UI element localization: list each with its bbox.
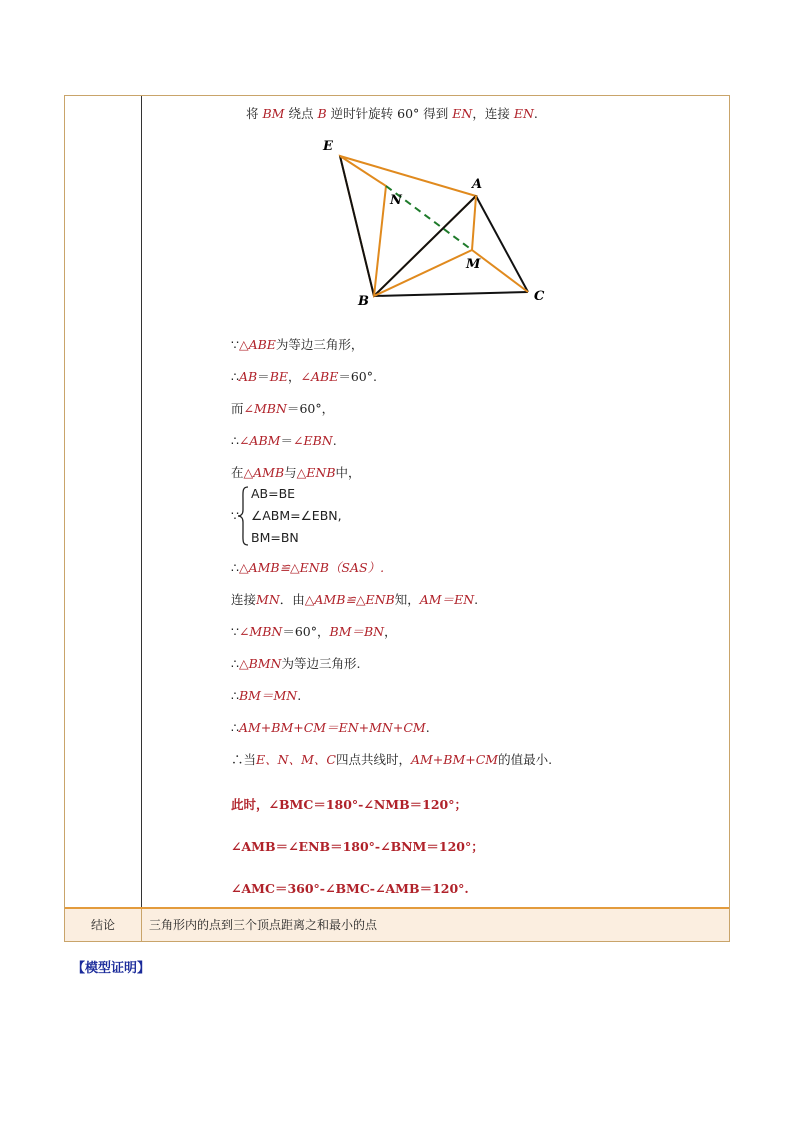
proof-line-9 — [231, 654, 360, 672]
math: AM+BM+CM＝EN+MN+CM — [238, 720, 426, 735]
math: E、N、M、C — [256, 752, 336, 767]
symbol: ＝ — [280, 433, 293, 448]
text: 与 — [284, 465, 297, 480]
math: MN — [256, 592, 280, 607]
conclusion-line-2: ∠AMB＝∠ENB＝180°-∠BNM＝120°； — [231, 839, 484, 854]
text: 四点共线时， — [335, 752, 411, 767]
proof-line-2 — [231, 367, 377, 385]
conclusion-divider — [141, 909, 142, 941]
text: 60°. — [350, 369, 377, 384]
because-symbol: ∵ — [231, 508, 239, 523]
text: ＝60°， — [282, 624, 330, 639]
math: BE — [269, 369, 288, 384]
edge-bc — [374, 292, 528, 296]
proof-line-7 — [231, 590, 478, 608]
text: 中， — [335, 465, 361, 480]
proof-line-10 — [231, 686, 301, 704]
seg-en: EN — [452, 106, 473, 121]
math: AM＝EN — [419, 592, 475, 607]
text: 的值最小. — [498, 752, 553, 767]
proof-line-3 — [231, 399, 334, 417]
geometry-figure — [310, 132, 560, 312]
edge-ab — [374, 196, 476, 296]
conclusion-line-3: ∠AMC＝360°-∠BMC-∠AMB＝120°. — [231, 881, 469, 896]
intro-text: 逆时针旋转 — [330, 106, 394, 121]
symbol: . — [297, 688, 302, 703]
seg-en: EN — [513, 106, 534, 121]
proof-line-4 — [231, 431, 337, 449]
symbol: . — [474, 592, 479, 607]
intro-text: 得到 — [423, 106, 449, 121]
angle-value: 60° — [397, 106, 420, 121]
symbol: . — [332, 433, 337, 448]
system-row-2: ∠ABM=∠EBN, — [251, 508, 342, 523]
conclusion-row — [65, 909, 729, 941]
math: △BMN — [238, 656, 282, 671]
symbol: . — [425, 720, 430, 735]
symbol: ＝ — [286, 401, 300, 416]
text: 为等边三角形. — [281, 656, 361, 671]
intro-line — [246, 104, 538, 122]
edge-eb — [340, 156, 374, 296]
proof-line-11 — [231, 718, 430, 736]
text: 为等边三角形， — [275, 337, 364, 352]
seg-bm: BM — [262, 106, 285, 121]
label-e: E — [323, 139, 333, 154]
symbol: ∴ — [231, 433, 239, 448]
text: ∴当 — [231, 752, 257, 767]
proof-line-1 — [231, 335, 363, 353]
symbol: ∴ — [231, 656, 239, 671]
math: ∠MBN — [243, 401, 287, 416]
intro-text: 将 — [246, 106, 259, 121]
text: 知， — [394, 592, 420, 607]
intro-text: . — [533, 106, 538, 121]
intro-text: ，连接 — [472, 106, 510, 121]
proof-line-5 — [231, 463, 361, 481]
label-a: A — [472, 177, 483, 192]
symbol: ∴ — [231, 720, 239, 735]
section-heading: 【模型证明】 — [72, 961, 151, 976]
symbol: ＝ — [257, 369, 270, 384]
intro-text: 绕点 — [288, 106, 314, 121]
system-row-3: BM=BN — [251, 530, 299, 545]
symbol: ∴ — [231, 688, 239, 703]
column-divider — [141, 96, 142, 908]
math: BM＝MN — [238, 688, 298, 703]
math: △AMB≌△ENB — [304, 592, 395, 607]
brace-icon — [237, 486, 249, 546]
conclusion-text: 三角形内的点到三个顶点距离之和最小的点 — [149, 918, 378, 932]
conclusion-label: 结论 — [90, 918, 115, 932]
text: ．由 — [279, 592, 305, 607]
symbol: ∵ — [231, 624, 239, 639]
symbol: ， — [384, 624, 397, 639]
symbol: ， — [288, 369, 301, 384]
math: AM+BM+CM — [410, 752, 499, 767]
text: 60°， — [299, 401, 335, 416]
math: AB — [238, 369, 258, 384]
math: ∠ABM — [238, 433, 281, 448]
conclusion-line-1: 此时，∠BMC＝180°-∠NMB＝120°； — [231, 797, 467, 812]
text: 连接 — [231, 592, 257, 607]
math: （SAS）. — [328, 560, 385, 575]
point-b: B — [317, 106, 327, 121]
math: △AMB — [243, 465, 285, 480]
system-row-1: AB=BE — [251, 486, 296, 501]
math: △AMB≌△ENB — [238, 560, 329, 575]
symbol: ∴ — [231, 560, 239, 575]
math: ∠MBN — [238, 624, 283, 639]
proof-line-12 — [231, 750, 552, 768]
label-m: M — [466, 257, 481, 272]
segments-en-nb — [340, 156, 386, 296]
symbol: ∴ — [231, 369, 239, 384]
proof-line-6 — [231, 558, 384, 576]
math: △ENB — [296, 465, 336, 480]
proof-line-8 — [231, 622, 397, 640]
symbol: ∵ — [231, 337, 239, 352]
segment-mc — [472, 250, 528, 292]
label-c: C — [534, 289, 545, 304]
math: ∠EBN — [292, 433, 333, 448]
math: BM＝BN — [329, 624, 385, 639]
text: 在 — [231, 465, 244, 480]
equation-system — [231, 484, 371, 548]
label-n: N — [390, 193, 402, 208]
label-b: B — [358, 294, 369, 309]
text: 而 — [231, 401, 244, 416]
math: △ABE — [238, 337, 276, 352]
triangle-abe-orange — [340, 156, 476, 296]
symbol: ＝ — [338, 369, 351, 384]
edge-ac — [476, 196, 528, 292]
math: ∠ABE — [300, 369, 339, 384]
